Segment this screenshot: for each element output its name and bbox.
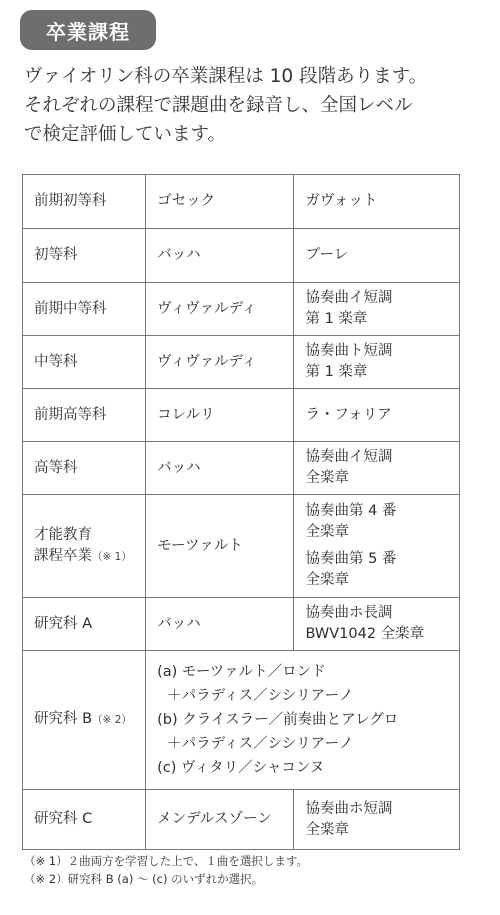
piece-line: 協奏曲イ短調	[305, 449, 393, 465]
piece-line: 第 1 楽章	[305, 311, 368, 327]
intro-line: それぞれの課程で課題曲を録音し、全国レベル	[24, 95, 413, 116]
composer-cell: コレルリ	[146, 389, 294, 442]
option-line: ＋パラディス／シシリアーノ	[167, 688, 354, 704]
level-cell: 高等科	[23, 442, 146, 495]
piece-cell	[294, 283, 460, 336]
footnote: （※ 1）２曲両方を学習した上で、１曲を選択します。	[24, 854, 308, 868]
table-row	[23, 283, 460, 336]
piece-cell: ブーレ	[294, 229, 460, 283]
piece-cell	[294, 442, 460, 495]
level-line: 課程卒業（※ 1）	[34, 547, 132, 564]
table-row	[23, 229, 460, 283]
table-row	[23, 651, 460, 790]
composer-cell: ヴィヴァルディ	[146, 336, 294, 389]
piece-line: 全楽章	[305, 572, 349, 588]
piece-cell: ガヴォット	[294, 175, 460, 229]
intro-line: で検定評価しています。	[24, 124, 227, 145]
option-line: (b) クライスラー／前奏曲とアレグロ	[157, 712, 399, 728]
piece-line: 協奏曲ト短調	[305, 343, 393, 359]
level-cell: 初等科	[23, 229, 146, 283]
piece-line: 協奏曲第 4 番	[305, 503, 397, 519]
piece-cell	[294, 495, 460, 598]
option-line: (a) モーツァルト／ロンド	[157, 664, 326, 680]
table-row	[23, 442, 460, 495]
footnotes	[24, 852, 484, 888]
piece-line: 第 1 楽章	[305, 364, 368, 380]
level-cell: 研究科 C	[23, 790, 146, 850]
level-cell: 前期高等科	[23, 389, 146, 442]
level-cell: 前期中等科	[23, 283, 146, 336]
table-row	[23, 790, 460, 850]
composer-cell: バッハ	[146, 442, 294, 495]
composer-cell: バッハ	[146, 229, 294, 283]
piece-line: BWV1042 全楽章	[305, 626, 425, 642]
level-cell: 研究科 A	[23, 598, 146, 651]
table-row	[23, 336, 460, 389]
level-cell: 中等科	[23, 336, 146, 389]
table-row	[23, 495, 460, 598]
footnote-ref: （※ 2）	[92, 714, 132, 726]
footnote-ref: （※ 1）	[92, 550, 132, 563]
curriculum-table	[22, 174, 460, 850]
piece-line: 協奏曲ホ長調	[305, 605, 393, 621]
option-line: (c) ヴィタリ／シャコンヌ	[157, 760, 325, 776]
table-row	[23, 598, 460, 651]
options-cell	[146, 651, 460, 790]
piece-cell	[294, 336, 460, 389]
piece-line: 協奏曲ホ短調	[305, 800, 393, 817]
intro-line: ヴァイオリン科の卒業課程は 10 段階あります。	[24, 66, 428, 87]
intro-text	[24, 62, 490, 149]
composer-cell: ヴィヴァルディ	[146, 283, 294, 336]
piece-cell	[294, 598, 460, 651]
piece-line: 協奏曲第 5 番	[305, 551, 397, 567]
composer-cell: ゴセック	[146, 175, 294, 229]
piece-line: 協奏曲イ短調	[305, 290, 393, 306]
level-cell: 研究科 B（※ 2）	[23, 651, 146, 790]
composer-cell: バッハ	[146, 598, 294, 651]
table-row	[23, 175, 460, 229]
piece-cell: ラ・フォリア	[294, 389, 460, 442]
composer-cell: メンデルスゾーン	[146, 790, 294, 850]
level-line: 才能教育	[34, 526, 92, 543]
table-row	[23, 389, 460, 442]
piece-line: 全楽章	[305, 524, 349, 540]
level-cell	[23, 495, 146, 598]
footnote: （※ 2）研究科 B (a) ～ (c) のいずれか選択。	[24, 872, 264, 886]
option-line: ＋パラディス／シシリアーノ	[167, 736, 354, 752]
piece-line: 全楽章	[305, 821, 349, 838]
piece-cell	[294, 790, 460, 850]
piece-line: 全楽章	[305, 470, 349, 486]
section-title-badge: 卒業課程	[20, 10, 156, 50]
composer-cell: モーツァルト	[146, 495, 294, 598]
level-cell: 前期初等科	[23, 175, 146, 229]
